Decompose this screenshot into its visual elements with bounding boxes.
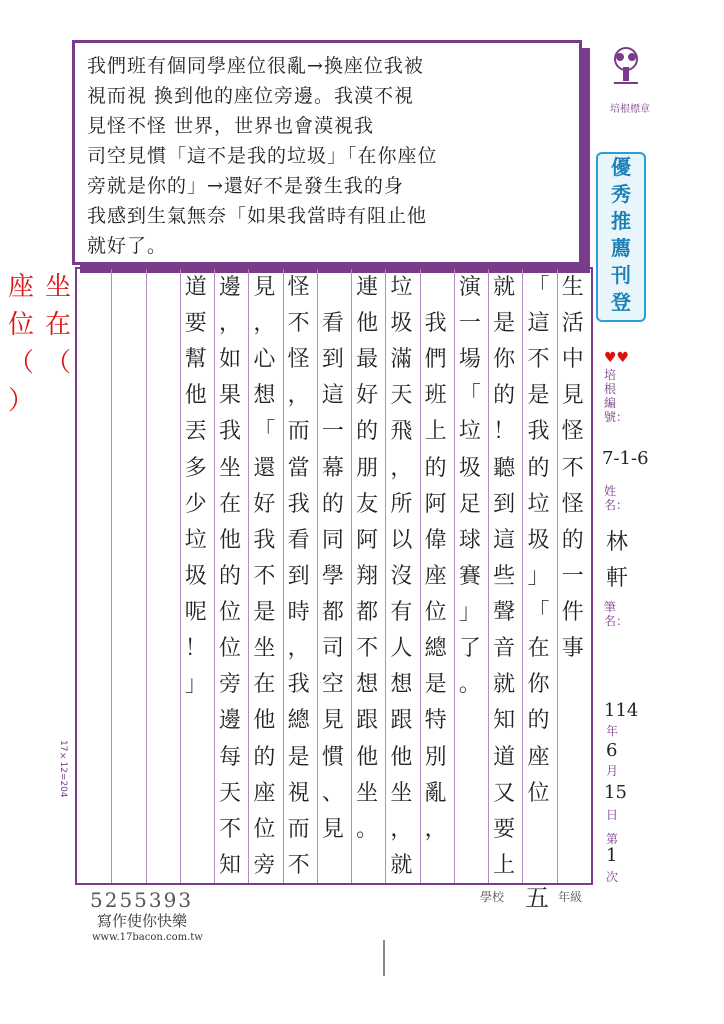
- essay-char: 我: [287, 672, 310, 698]
- essay-char: 學: [321, 563, 344, 589]
- essay-char: 都: [356, 600, 379, 626]
- essay-char: 這: [527, 311, 550, 337]
- logo-number: 5255393: [90, 888, 194, 912]
- grid-column-line: [180, 269, 181, 883]
- grid-column-line: [351, 269, 352, 883]
- essay-char: 我: [253, 527, 276, 553]
- essay-char: 坐: [356, 780, 379, 806]
- essay-char: 他: [390, 744, 413, 770]
- essay-char: 中: [561, 347, 584, 373]
- essay-char: ，: [390, 455, 413, 481]
- essay-char: 位: [527, 780, 550, 806]
- essay-char: 位: [253, 816, 276, 842]
- essay-char: 圾: [527, 527, 550, 553]
- grade-label: 年級: [558, 890, 583, 904]
- essay-char: 就: [390, 852, 413, 878]
- essay-char: 他: [219, 527, 242, 553]
- date-year: 114: [604, 700, 639, 721]
- grid-column-line: [214, 269, 215, 883]
- essay-char: ！: [184, 636, 207, 662]
- grid-column-line: [146, 269, 147, 883]
- essay-char: ，: [424, 816, 447, 842]
- essay-char: 司: [321, 636, 344, 662]
- essay-char: 怪: [287, 347, 310, 373]
- essay-char: 是: [493, 311, 516, 337]
- writing-grid: [75, 267, 593, 885]
- badge-char: 推: [611, 209, 631, 233]
- essay-char: 都: [321, 600, 344, 626]
- pencil-mark: [383, 940, 385, 976]
- essay-char: 空: [321, 672, 344, 698]
- essay-char: 坐: [390, 780, 413, 806]
- essay-char: 還: [253, 455, 276, 481]
- essay-char: 旁: [253, 852, 276, 878]
- essay-char: 旁: [219, 672, 242, 698]
- essay-char: 這: [321, 383, 344, 409]
- date-day: 15: [604, 782, 627, 803]
- essay-char: 亂: [424, 780, 447, 806]
- logo-slogan: 寫作使你快樂: [97, 912, 188, 930]
- essay-char: 一: [561, 563, 584, 589]
- grid-column-line: [317, 269, 318, 883]
- essay-char: 到: [493, 491, 516, 517]
- essay-char: 不: [527, 347, 550, 373]
- essay-char: 沒: [390, 563, 413, 589]
- essay-char: 「: [527, 275, 550, 300]
- essay-char: 些: [493, 563, 516, 589]
- essay-char: 他: [253, 708, 276, 734]
- essay-char: 慣: [321, 744, 344, 770]
- essay-char: 不: [219, 816, 242, 842]
- essay-char: 多: [184, 455, 207, 481]
- essay-char: 垃: [527, 491, 550, 517]
- essay-char: 的: [527, 708, 550, 734]
- badge-char: 登: [611, 290, 631, 314]
- essay-char: 心: [253, 347, 276, 373]
- essay-char: 位: [424, 600, 447, 626]
- essay-char: 我: [424, 311, 447, 337]
- essay-char: 是: [527, 383, 550, 409]
- essay-char: 座: [253, 780, 276, 806]
- essay-char: 所: [390, 491, 413, 517]
- essay-char: 好: [356, 383, 379, 409]
- essay-char: 天: [390, 383, 413, 409]
- essay-char: 的: [253, 744, 276, 770]
- essay-char: 當: [287, 455, 310, 481]
- essay-char: 跟: [356, 708, 379, 734]
- essay-char: 「: [253, 419, 276, 445]
- comment-line: 我們班有個同學座位很亂→換座位我被: [87, 55, 424, 77]
- essay-char: 以: [390, 527, 413, 553]
- grid-column-line: [488, 269, 489, 883]
- bacon-number: 7-1-6: [602, 448, 649, 469]
- grid-column-line: [557, 269, 558, 883]
- essay-char: 看: [321, 311, 344, 337]
- essay-char: 我: [527, 419, 550, 445]
- month-unit: 月: [606, 764, 619, 778]
- essay-char: 最: [356, 347, 379, 373]
- essay-char: 。: [458, 672, 481, 698]
- essay-char: 看: [287, 527, 310, 553]
- essay-char: 不: [253, 563, 276, 589]
- year-unit: 年: [606, 724, 619, 738]
- essay-char: 你: [493, 347, 516, 373]
- essay-char: 他: [356, 311, 379, 337]
- essay-char: 別: [424, 744, 447, 770]
- essay-char: 怪: [561, 491, 584, 517]
- essay-char: 想: [390, 672, 413, 698]
- essay-char: 生: [561, 275, 584, 300]
- essay-char: 場: [458, 347, 481, 373]
- teacher-note-1: [45, 268, 75, 382]
- essay-char: 滿: [390, 347, 413, 373]
- essay-char: 要: [493, 816, 516, 842]
- essay-char: 就: [493, 672, 516, 698]
- essay-char: 時: [287, 600, 310, 626]
- essay-char: 」: [458, 600, 481, 626]
- teacher-comment-box: [72, 40, 582, 265]
- essay-char: 的: [356, 419, 379, 445]
- essay-char: 座: [527, 744, 550, 770]
- grid-column-line: [454, 269, 455, 883]
- essay-char: 在: [527, 636, 550, 662]
- essay-char: 如: [219, 347, 242, 373]
- badge-char: 刊: [611, 263, 631, 287]
- essay-char: 怪: [561, 419, 584, 445]
- note-char: （: [8, 348, 35, 378]
- count-label: 第: [606, 832, 619, 846]
- note-char: 坐: [45, 272, 72, 302]
- essay-char: 道: [184, 275, 207, 300]
- grid-column-line: [385, 269, 386, 883]
- essay-char: 有: [390, 600, 413, 626]
- comment-line: 視而視 換到他的座位旁邊。我漠不視: [87, 85, 415, 107]
- essay-char: 是: [424, 672, 447, 698]
- essay-char: 事: [561, 636, 584, 662]
- essay-char: 們: [424, 347, 447, 373]
- essay-char: 了: [458, 636, 481, 662]
- count-unit: 次: [606, 870, 619, 884]
- essay-char: 見: [321, 708, 344, 734]
- essay-char: 而: [287, 816, 310, 842]
- essay-char: ！: [493, 419, 516, 445]
- note-char: （: [45, 348, 72, 378]
- essay-char: ，: [219, 311, 242, 337]
- essay-char: ，: [287, 636, 310, 662]
- essay-char: 不: [561, 455, 584, 481]
- essay-char: 球: [458, 527, 481, 553]
- essay-char: 要: [184, 311, 207, 337]
- essay-char: 我: [287, 491, 310, 517]
- student-name: 林 軒: [606, 530, 629, 591]
- essay-char: 不: [356, 636, 379, 662]
- essay-char: 同: [321, 527, 344, 553]
- essay-char: 跟: [390, 708, 413, 734]
- essay-char: 特: [424, 708, 447, 734]
- essay-char: 的: [493, 383, 516, 409]
- essay-char: 「: [527, 600, 550, 626]
- essay-char: 賽: [458, 563, 481, 589]
- essay-char: 上: [424, 419, 447, 445]
- essay-char: 阿: [424, 491, 447, 517]
- essay-char: 少: [184, 491, 207, 517]
- essay-char: 坐: [219, 455, 242, 481]
- essay-char: 這: [493, 527, 516, 553]
- essay-char: 就: [493, 275, 516, 300]
- teacher-note-2: [8, 268, 38, 420]
- essay-char: 音: [493, 636, 516, 662]
- essay-char: 上: [493, 852, 516, 878]
- grid-column-line: [522, 269, 523, 883]
- essay-char: 總: [424, 636, 447, 662]
- essay-char: 翔: [356, 563, 379, 589]
- essay-char: 總: [287, 708, 310, 734]
- essay-char: 友: [356, 491, 379, 517]
- essay-char: 每: [219, 744, 242, 770]
- essay-char: 座: [424, 563, 447, 589]
- essay-char: 位: [219, 636, 242, 662]
- note-char: 位: [8, 310, 35, 340]
- essay-char: 」: [184, 672, 207, 698]
- grid-column-line: [111, 269, 112, 883]
- essay-char: 坐: [253, 636, 276, 662]
- heart-icon: ♥♥: [604, 350, 630, 366]
- essay-char: 朋: [356, 455, 379, 481]
- essay-char: 天: [219, 780, 242, 806]
- grid-column-line: [283, 269, 284, 883]
- essay-char: 人: [390, 636, 413, 662]
- bacon-number-label: 培根編號：: [604, 368, 629, 424]
- essay-char: 是: [253, 600, 276, 626]
- badge-char: 秀: [611, 182, 631, 206]
- essay-char: 又: [493, 780, 516, 806]
- essay-char: 的: [424, 455, 447, 481]
- essay-char: 位: [219, 600, 242, 626]
- day-unit: 日: [606, 808, 619, 822]
- essay-char: 的: [321, 491, 344, 517]
- essay-char: 垃: [390, 275, 413, 300]
- essay-char: 幕: [321, 455, 344, 481]
- date-month: 6: [606, 740, 618, 761]
- logo-url: www.17bacon.com.tw: [92, 932, 203, 943]
- essay-char: ，: [253, 311, 276, 337]
- grid-size-label: 17×12=204: [58, 740, 68, 798]
- essay-char: 幫: [184, 347, 207, 373]
- featured-badge: [596, 152, 646, 322]
- essay-char: 邊: [219, 275, 242, 300]
- essay-char: 班: [424, 383, 447, 409]
- essay-char: 垃: [184, 527, 207, 553]
- essay-char: 阿: [356, 527, 379, 553]
- comment-line: 旁就是你的」→還好不是發生我的身: [87, 175, 404, 197]
- essay-char: 知: [493, 708, 516, 734]
- comment-line: 我感到生氣無奈「如果我當時有阻止他: [87, 205, 428, 227]
- essay-char: 丟: [184, 419, 207, 445]
- grade-value: 五: [525, 884, 549, 912]
- essay-char: 不: [287, 311, 310, 337]
- comment-line: 司空見慣「這不是我的垃圾」「在你座位: [87, 145, 438, 167]
- essay-char: 的: [561, 527, 584, 553]
- essay-char: 垃: [458, 419, 481, 445]
- essay-char: 圾: [458, 455, 481, 481]
- pen-name-label: 筆名：: [604, 600, 629, 628]
- essay-char: 見: [321, 816, 344, 842]
- essay-char: 一: [321, 419, 344, 445]
- essay-char: 偉: [424, 527, 447, 553]
- essay-char: 我: [219, 419, 242, 445]
- count-value: 1: [606, 845, 618, 866]
- essay-char: 一: [458, 311, 481, 337]
- name-label: 姓名：: [604, 484, 629, 512]
- essay-char: 他: [184, 383, 207, 409]
- essay-char: 他: [356, 744, 379, 770]
- essay-char: 怪: [287, 275, 310, 300]
- essay-char: 圾: [184, 563, 207, 589]
- essay-char: 你: [527, 672, 550, 698]
- essay-char: 果: [219, 383, 242, 409]
- essay-char: 飛: [390, 419, 413, 445]
- essay-char: 想: [253, 383, 276, 409]
- essay-char: ，: [287, 383, 310, 409]
- essay-char: 想: [356, 672, 379, 698]
- essay-char: 而: [287, 419, 310, 445]
- badge-char: 優: [611, 155, 631, 179]
- essay-char: 演: [458, 275, 481, 300]
- essay-char: 」: [527, 563, 550, 589]
- essay-char: 聽: [493, 455, 516, 481]
- grid-column-line: [248, 269, 249, 883]
- essay-char: 活: [561, 311, 584, 337]
- essay-char: 不: [287, 852, 310, 878]
- essay-char: 邊: [219, 708, 242, 734]
- essay-char: 知: [219, 852, 242, 878]
- essay-char: 的: [527, 455, 550, 481]
- grid-column-line: [420, 269, 421, 883]
- badge-char: 薦: [611, 236, 631, 260]
- essay-char: 。: [356, 816, 379, 842]
- essay-char: 到: [287, 563, 310, 589]
- essay-char: 、: [321, 780, 344, 806]
- stamp-caption: 培根標章: [610, 104, 650, 115]
- essay-char: 道: [493, 744, 516, 770]
- essay-char: 到: [321, 347, 344, 373]
- essay-char: 件: [561, 600, 584, 626]
- essay-char: 見: [561, 383, 584, 409]
- essay-char: 好: [253, 491, 276, 517]
- essay-char: 在: [219, 491, 242, 517]
- essay-char: 的: [219, 563, 242, 589]
- essay-char: 呢: [184, 600, 207, 626]
- essay-char: 圾: [390, 311, 413, 337]
- note-char: 在: [45, 310, 72, 340]
- essay-char: 足: [458, 491, 481, 517]
- essay-char: 連: [356, 275, 379, 300]
- essay-char: 聲: [493, 600, 516, 626]
- comment-line: 見怪不怪 世界，世界也會漠視我: [87, 115, 375, 137]
- bacon-stamp-icon: [606, 45, 646, 85]
- essay-char: 是: [287, 744, 310, 770]
- essay-char: 在: [253, 672, 276, 698]
- comment-line: 就好了。: [87, 235, 168, 257]
- essay-char: 視: [287, 780, 310, 806]
- essay-char: ，: [390, 816, 413, 842]
- note-char: ）: [8, 386, 35, 416]
- note-char: 座: [8, 272, 35, 302]
- essay-char: 見: [253, 275, 276, 300]
- essay-char: 「: [458, 383, 481, 409]
- school-label: 學校: [480, 890, 505, 904]
